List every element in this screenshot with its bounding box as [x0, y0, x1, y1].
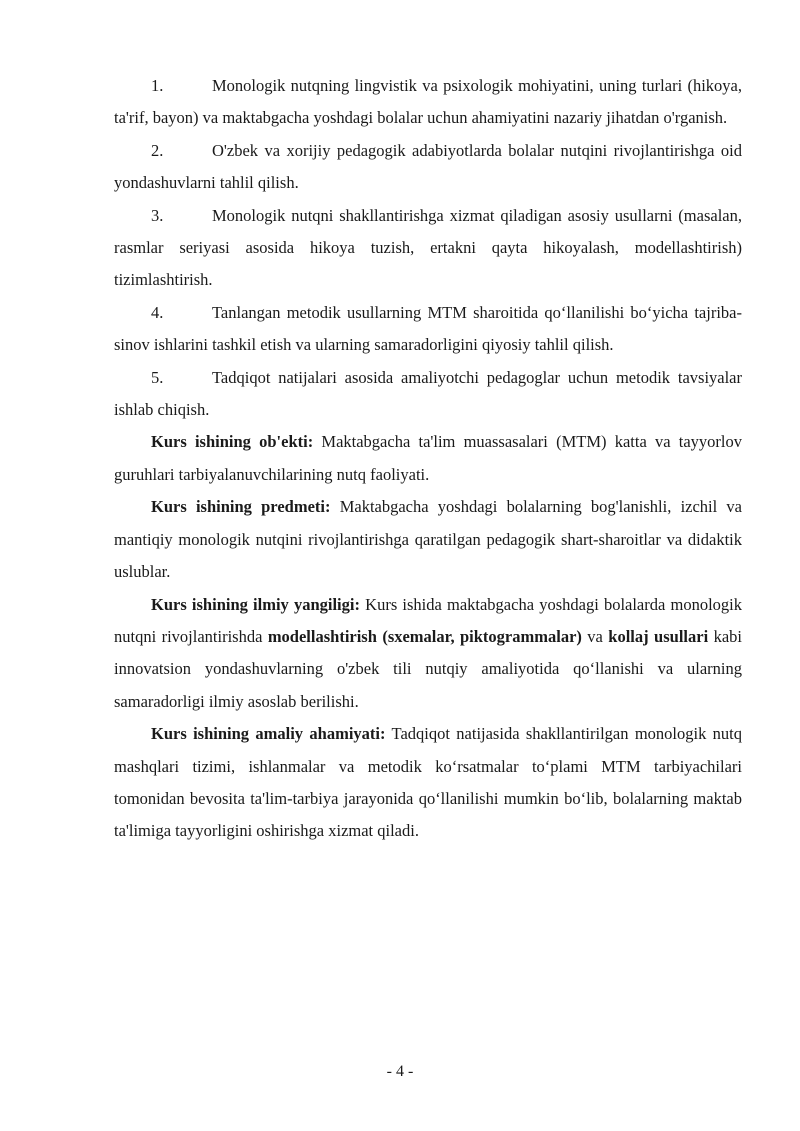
objectives-list: [114, 70, 742, 426]
novelty-text-1: Kurs ishida maktabgacha yoshdagi bolalarda monologik nutqni rivojlantirishda: [114, 594, 743, 646]
novelty-bold-1: modellashtirish (sxemalar, piktogrammalar): [267, 626, 582, 646]
list-item: [114, 200, 742, 297]
novelty-label: Kurs ishining ilmiy yangiligi:: [151, 594, 360, 614]
novelty-text-3: kabi innovatsion yondashuvlarning o'zbek tili nutqiy amaliyotida qo‘llanishi va ularning samaradorligi ilmiy asoslab berilishi.: [114, 626, 742, 711]
list-item: [114, 70, 742, 135]
page-number: - 4 -: [386, 1063, 414, 1080]
list-item-number: 5.: [151, 367, 164, 387]
list-item-number: 4.: [151, 302, 164, 322]
document-page: [114, 70, 742, 848]
object-text: Maktabgacha ta'lim muassasalari (MTM) katta va tayyorlov guruhlari tarbiyalanuvchilarining nutq faoliyati.: [114, 432, 742, 484]
list-item-text: Monologik nutqni shakllantirishga xizmat qiladigan asosiy usullarni (masalan, rasmlar seriyasi asosida hikoya tuzish, ertakni qayta hikoyalash, modellashtirish) tizimlashtirish.: [114, 205, 742, 290]
list-item-text: O'zbek va xorijiy pedagogik adabiyotlarda bolalar nutqini rivojlantirishga oid yondashuvlarni tahlil qilish.: [114, 140, 742, 193]
practical-text: Tadqiqot natijasida shakllantirilgan monologik nutq mashqlari tizimi, ishlanmalar va metodik ko‘rsatmalar to‘plami MTM tarbiyachilari tomonidan bevosita ta'lim-tarbiya jarayonida qo‘llanilishi mumkin bo‘lib, bolalarning maktab ta'limiga tayyorligini oshirishga xizmat qiladi.: [114, 724, 743, 841]
list-item-number: 2.: [151, 140, 164, 160]
list-item: [114, 297, 742, 362]
novelty-text-2: va: [581, 626, 609, 646]
subject-paragraph: [114, 491, 742, 588]
list-item-number: 3.: [151, 205, 164, 225]
novelty-paragraph: [114, 589, 742, 719]
subject-label: Kurs ishining predmeti:: [151, 497, 331, 517]
list-item-text: Tanlangan metodik usullarning MTM sharoitida qo‘llanilishi bo‘yicha tajriba-sinov ishlarini tashkil etish va ularning samaradorligini qiyosiy tahlil qilish.: [114, 302, 742, 355]
novelty-bold-2: kollaj usullari: [608, 626, 709, 646]
practical-label: Kurs ishining amaliy ahamiyati:: [151, 724, 386, 744]
list-item-text: Tadqiqot natijalari asosida amaliyotchi pedagoglar uchun metodik tavsiyalar ishlab chiqish.: [114, 367, 742, 420]
list-item-text: Monologik nutqning lingvistik va psixologik mohiyatini, uning turlari (hikoya, ta'rif, bayon) va maktabgacha yoshdagi bolalar uchun ahamiyatini nazariy jihatdan o'rganish.: [114, 76, 742, 128]
list-item: [114, 362, 742, 427]
object-label: Kurs ishining ob'ekti:: [151, 432, 314, 452]
object-paragraph: [114, 426, 742, 491]
subject-text: Maktabgacha yoshdagi bolalarning bog'lanishli, izchil va mantiqiy monologik nutqini rivojlantirishga qaratilgan pedagogik shart-sharoitlar va didaktik uslublar.: [114, 497, 742, 582]
list-item-number: 1.: [151, 76, 164, 95]
list-item: [114, 135, 742, 200]
practical-paragraph: [114, 718, 742, 848]
